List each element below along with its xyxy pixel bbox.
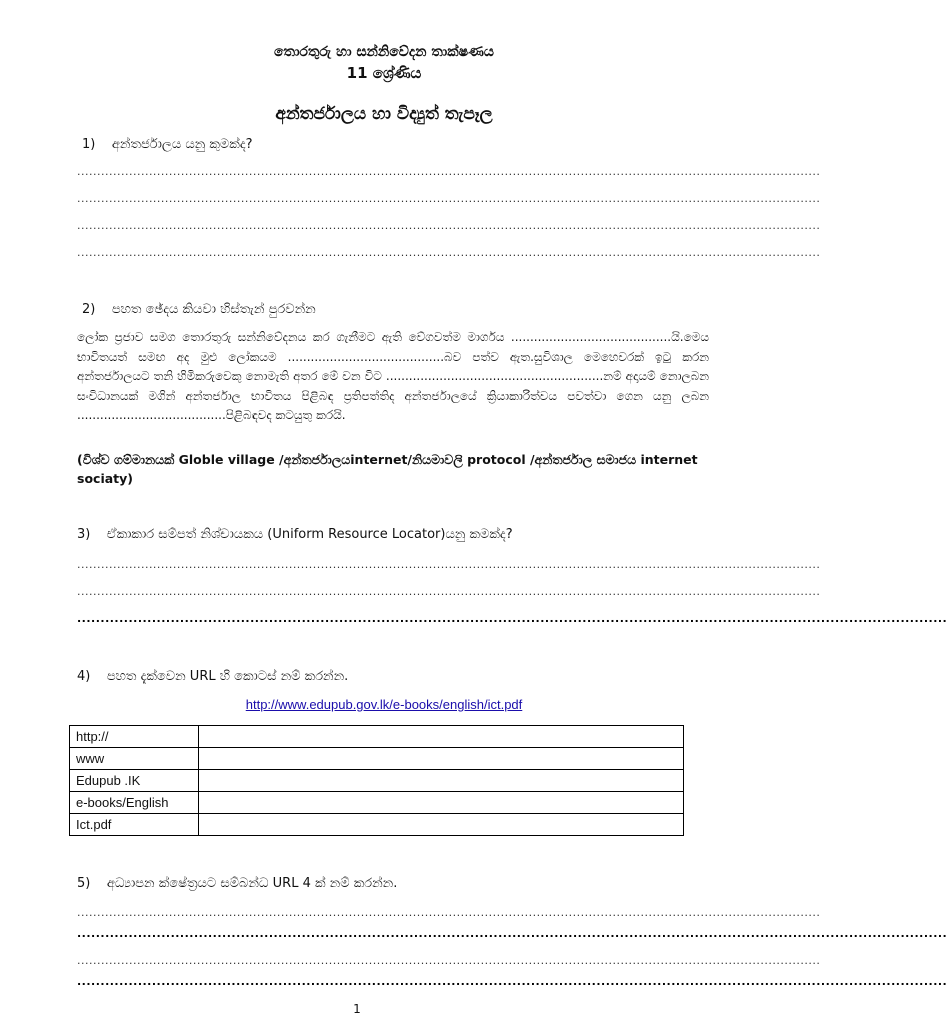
page-number: 1 [353, 1002, 361, 1016]
question-2 [82, 302, 316, 317]
answer-line[interactable]: .......................................................................................................................................................................................... [77, 219, 821, 232]
url-parts-table [69, 725, 684, 836]
subject-heading: තොරතුරු හා සන්නිවේදන තාක්ෂණය [274, 44, 494, 60]
question-5 [77, 876, 397, 891]
answer-cell[interactable] [199, 792, 684, 814]
grade-heading: 11 ශ්‍රේණිය [346, 64, 422, 82]
question-2-number: 2) [82, 302, 96, 317]
lesson-title: අන්තර්ජාලය හා විද්‍යුත් තැපෑල [275, 104, 493, 124]
word-bank: (විශ්ව ගම්මානයක් Globle village /අන්තර්ජාලයinternet/නියමාවලි protocol /අන්තර්ජාල සමාජය internet sociaty) [77, 452, 698, 486]
url-part-cell: www [70, 748, 199, 770]
fill-in-paragraph: ලෝක ප්‍රජාව සමග තොරතුරු සන්නිවේදනය කර ගැනීමට ඇති වේගවත්ම මාර්ගය ..........................................යි.මෙය භාවිතයත් සමඟ අද මුළු ලෝකයම .........................................බව පත්ව ඇත.සුවිශාල මෙහෙවරක් ඉටු කරන අන්තර්ජාලයට තනි හිමිකරුවෙකු නොමැති අතර මේ වන විට .........................................................නම් අදායම් නොලබන සංවිධානයක් මගින් අන්තර්ජාල භාවිතය පිළිබඳ ප්‍රතිපත්තිද අන්තර්ජාලයේ ක්‍රියාකාරිත්වය පවත්වා ගෙන යනු ලබන .......................................පිළිබඳවද කටයුතු කරයි. [77, 330, 709, 422]
question-2-text: පහත ඡේදය කියවා හිස්තැන් පුරවන්න [111, 302, 316, 317]
question-3 [77, 527, 513, 542]
answer-cell[interactable] [199, 726, 684, 748]
answer-line[interactable]: .......................................................................................................................................................................................... [77, 558, 821, 571]
question-3-number: 3) [77, 527, 91, 542]
example-url-link[interactable]: http://www.edupub.gov.lk/e-books/english/ict.pdf [245, 697, 523, 712]
question-1 [82, 137, 253, 152]
question-4-number: 4) [77, 669, 91, 684]
table-row [70, 814, 684, 836]
question-4-text: පහත දැක්වෙන URL හි කොටස් නම් කරන්න. [106, 669, 349, 684]
answer-line[interactable]: .......................................................................................................................................................................................... [77, 192, 821, 205]
url-part-cell: Ict.pdf [70, 814, 199, 836]
answer-line[interactable]: .......................................................................................................................................................................................... [77, 585, 821, 598]
table-row [70, 792, 684, 814]
answer-line[interactable]: .......................................................................................................................................................................................... [77, 975, 947, 988]
question-5-number: 5) [77, 876, 91, 891]
answer-line[interactable]: .......................................................................................................................................................................................... [77, 927, 947, 940]
url-part-cell: Edupub .IK [70, 770, 199, 792]
table-row [70, 748, 684, 770]
answer-line[interactable]: .......................................................................................................................................................................................... [77, 906, 821, 919]
url-part-cell: http:// [70, 726, 199, 748]
answer-line[interactable]: .......................................................................................................................................................................................... [77, 954, 821, 967]
answer-cell[interactable] [199, 748, 684, 770]
answer-line[interactable]: .......................................................................................................................................................................................... [77, 165, 821, 178]
question-4 [77, 669, 348, 684]
answer-cell[interactable] [199, 770, 684, 792]
table-row [70, 726, 684, 748]
question-1-text: අන්තර්ජාලය යනු කුමක්ද? [111, 137, 253, 152]
question-1-number: 1) [82, 137, 96, 152]
question-3-text: ඒකාකාර සම්පත් නිශ්චායකය (Uniform Resource Locator)යනු කමක්ද? [106, 527, 513, 542]
question-5-text: අධ්‍යාපන ක්ෂේත්‍රයට සම්බන්ධ URL 4 ක් නම් කරන්න. [106, 876, 398, 891]
answer-line[interactable]: .......................................................................................................................................................................................... [77, 612, 947, 625]
answer-cell[interactable] [199, 814, 684, 836]
url-part-cell: e-books/English [70, 792, 199, 814]
table-row [70, 770, 684, 792]
answer-line[interactable]: .......................................................................................................................................................................................... [77, 246, 821, 259]
